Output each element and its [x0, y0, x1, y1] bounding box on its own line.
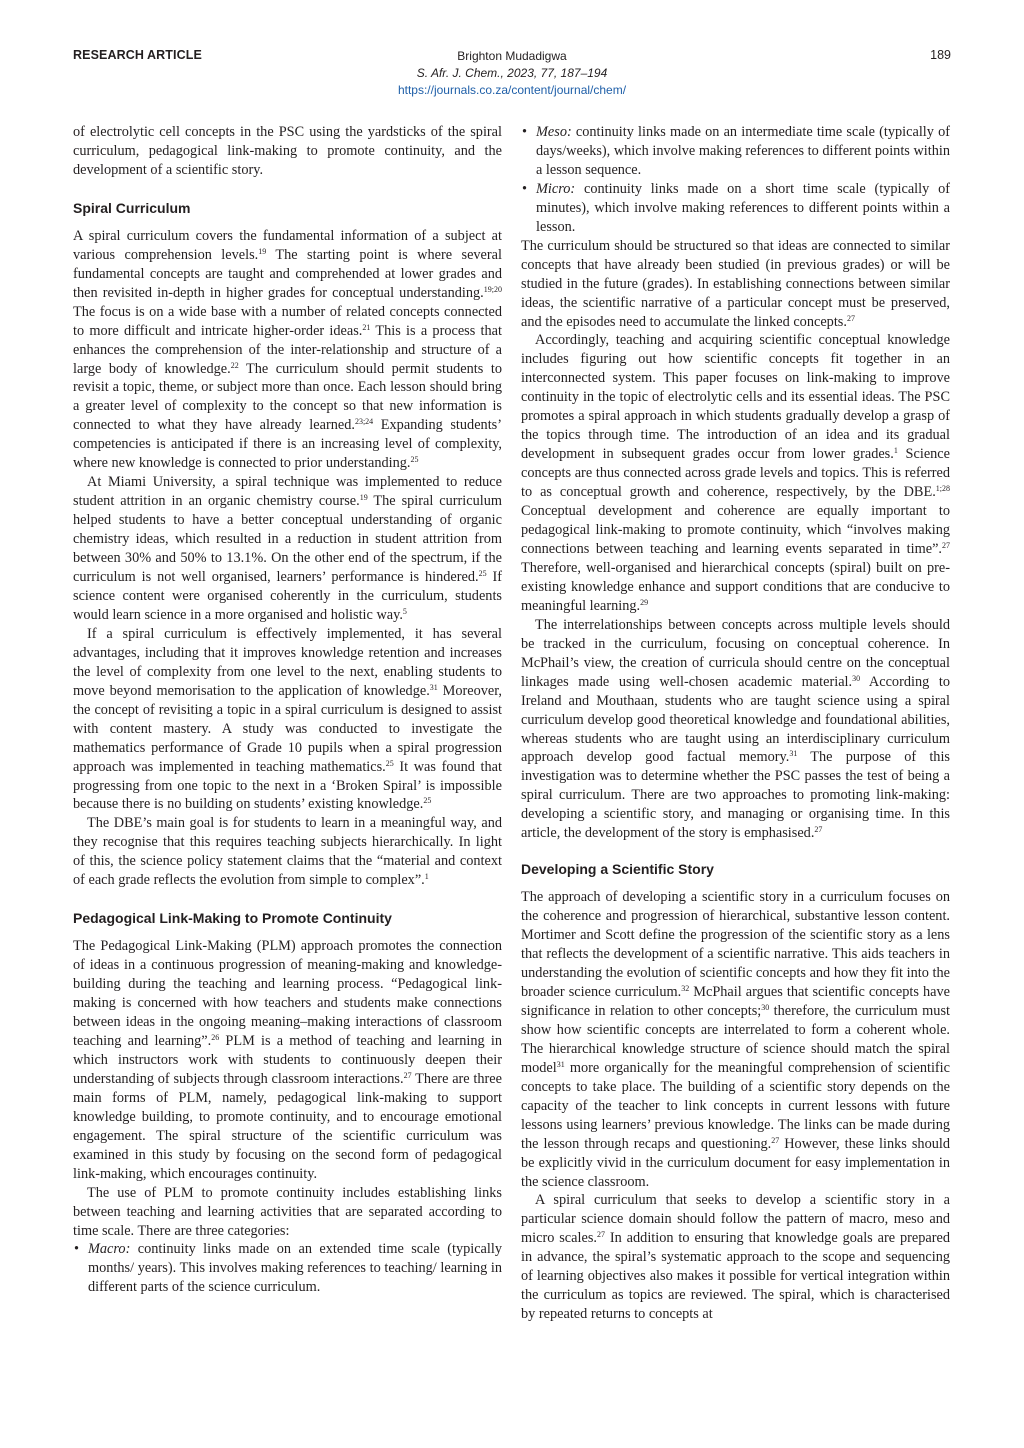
section-heading-pedagogical-link-making: Pedagogical Link-Making to Promote Continuity [73, 910, 392, 927]
paragraph: The approach of developing a scientific story in a curriculum focuses on the coherence and progression of hierarchical, substantive lesson content. Mortimer and Scott define the progression of the scientific story as a lens that reflects the development of a scientific narrative. This aids teachers in understanding the evolution of scientific concepts and how they fit into the broader science curriculum.$^{32}$ McPhail argues that scientific concepts have significance in relation to other concepts;$^{30}$ therefore, the curriculum must show how scientific concepts are interrelated to form a coherent whole. The hierarchical knowledge structure of science should match the spiral model$^{31}$ more organically for the meaningful comprehension of scientific concepts to take place. The building of a scientific story depends on the capacity of the teacher to link concepts in current lessons with future lessons using learners’ previous knowledge. The links can be made during the lesson through recaps and questioning.$^{27}$ However, these links should be explicitly vivid in the curriculum document for easy implementation in the science classroom. [521, 889, 951, 1190]
continuity-categories-list-continued [521, 123, 950, 237]
citation-ref[interactable]: 30 [761, 1002, 770, 1012]
article-type-label: RESEARCH ARTICLE [73, 48, 202, 62]
citation-ref[interactable]: 27 [596, 1230, 605, 1240]
paragraph: At Miami University, a spiral technique was implemented to reduce student attrition in an organic chemistry course.$^{19}$ The spiral curriculum helped students to have a better conceptual understanding of organic chemistry ideas, which resulted in a reduction in student attrition from between 30% and 50% to 13.1%. On the other end of the spectrum, if the curriculum is not well organised, learners’ performance is hindered.$^{25}$ If science content were organised coherently in the curriculum, students would learn science in a more organised and holistic way.$^5$ [73, 474, 503, 623]
citation-ref[interactable]: 22 [230, 360, 239, 370]
journal-url-link[interactable]: https://journals.co.za/content/journal/chem/ [397, 83, 627, 97]
citation-ref[interactable]: 1;28 [935, 484, 950, 494]
running-header [73, 46, 951, 100]
citation-ref[interactable]: 27 [814, 825, 823, 835]
citation-ref[interactable]: 29 [640, 597, 649, 607]
citation-ref[interactable]: 19 [258, 246, 267, 256]
paragraph: If a spiral curriculum is effectively implemented, it has several advantages, including that it improves knowledge retention and increases the level of complexity from one level to the next, enabling students to move beyond memorisation to the application of knowledge.$^{31}$ Moreover, the concept of revisiting a topic in a spiral curriculum is designed to assist with content mastery. A study was conducted to investigate the mathematics performance of Grade 10 pupils when a spiral progression approach was implemented in teaching mathematics.$^{25}$ It was found that progressing from one topic to the next in a ‘Broken Spiral’ is impossible because there is no building on students’ existing knowledge.$^{25}$ [73, 625, 502, 813]
citation-ref[interactable]: 19 [359, 493, 368, 503]
citation-ref[interactable]: 31 [429, 682, 438, 692]
list-item-meso: • Meso: continuity links made on an intermediate time scale (typically of days/weeks), which involve making references to different points within a lesson sequence. [521, 123, 950, 180]
journal-citation: S. Afr. J. Chem., 2023, 77, 187–194 [416, 66, 608, 80]
section-heading-scientific-story: Developing a Scientific Story [521, 861, 714, 878]
citation-ref[interactable]: 30 [852, 673, 861, 683]
citation-ref[interactable]: 5 [402, 606, 407, 616]
paragraph: The Pedagogical Link-Making (PLM) approach promotes the connection of ideas in a continuous progression of meaning-making and knowledge-building during the teaching and learning process. “Pedagogical link-making is concerned with how teachers and students make connections between ideas in the ongoing meaning–making interactions of classroom teaching and learning”.$^{26}$ PLM is a method of teaching and learning in which instructors work with students to continuously deepen their understanding of subjects through classroom interactions.$^{27}$ There are three main forms of PLM, namely, pedagogical link-making to support knowledge building, to promote continuity, and to encourage emotional engagement. The spiral structure of the scientific curriculum was examined in this study by focusing on the second form of pedagogical link-making, which encourages continuity. [73, 938, 502, 1182]
section-heading-spiral-curriculum: Spiral Curriculum [73, 199, 191, 216]
author-name: Brighton Mudadigwa [457, 49, 567, 63]
citation-block [73, 48, 951, 99]
paragraph: The use of PLM to promote continuity includes establishing links between teaching and learning activities that are separated according to time scale. There are three categories: [73, 1184, 502, 1239]
citation-ref[interactable]: 21 [362, 322, 371, 332]
paragraph-continued: of electrolytic cell concepts in the PSC using the yardsticks of the spiral curriculum, pedagogical link-making to promote continuity, and the development of a scientific story. [73, 124, 502, 178]
paragraph: A spiral curriculum that seeks to develop a scientific story in a particular science domain should follow the pattern of macro, meso and micro scales.$^{27}$ In addition to ensuring that knowledge goals are prepared in advance, the spiral’s systematic approach to the scope and sequencing of learning objectives also makes it possible for vertical integration within the curriculum as topics are reviewed. The spiral, which is characterised by repeated returns to concepts at [521, 1192, 951, 1323]
paragraph: The interrelationships between concepts across multiple levels should be tracked in the curriculum, focusing on conceptual coherence. In McPhail’s view, the creation of curricula should centre on the conceptual linkages made using well-chosen academic material.$^{30}$ According to Ireland and Mouthaan, students who are taught science using a spiral curriculum develop good theoretical knowledge and foundational abilities, whereas students who are taught using an interdisciplinary curriculum approach develop good factual memory.$^{31}$ The purpose of this investigation was to determine whether the PSC passes the test of being a spiral curriculum. There are two approaches to promoting link-making: developing a scientific story, and managing or organising time. In this article, the development of the story is emphasised.$^{27}$ [521, 616, 950, 842]
citation-ref[interactable]: 27 [771, 1135, 780, 1145]
left-column [73, 123, 502, 1297]
paragraph: The curriculum should be structured so that ideas are connected to similar concepts that have already been studied (in previous grades) or will be studied in the future (grades). In establishing connections between similar ideas, the scientific narrative of a particular concept must be preserved, and the episodes need to accumulate the linked concepts.$^{27}$ [521, 237, 950, 330]
citation-ref[interactable]: 25 [423, 796, 432, 806]
right-column [521, 123, 950, 1324]
citation-ref[interactable]: 27 [403, 1070, 412, 1080]
citation-ref[interactable]: 1 [424, 872, 429, 882]
citation-ref[interactable]: 19;20 [483, 284, 502, 294]
citation-ref[interactable]: 25 [385, 758, 394, 768]
list-item-macro: • Macro: continuity links made on an extended time scale (typically months/ years). This involves making references to teaching/ learning in different parts of the science curriculum. [73, 1240, 502, 1297]
list-item-micro: • Micro: continuity links made on a short time scale (typically of minutes), which involve making references to different points within a lesson. [521, 180, 950, 237]
citation-ref[interactable]: 1 [893, 446, 898, 456]
citation-ref[interactable]: 27 [846, 313, 855, 323]
paragraph: Accordingly, teaching and acquiring scientific conceptual knowledge includes figuring out how scientific concepts fit together in an interconnected system. This paper focuses on link-making to improve continuity in the topic of electrolytic cells and its essential ideas. The PSC promotes a spiral approach in which students gradually develop a grasp of the topics through time. The introduction of an idea and its gradual development in subsequent grades occur from lower grades.$^1$ Science concepts are thus connected across grade levels and topics. This is referred to as conceptual growth and coherence, respectively, by the DBE.$^{1;28}$ Conceptual development and coherence are equally important to pedagogical link-making to promote continuity, which “involves making connections between teaching and learning events separated in time”.$^{27}$ Therefore, well-organised and hierarchical concepts (spiral) built on pre-existing knowledge enhance and support conditions that are conducive to meaningful learning.$^{29}$ [521, 332, 951, 614]
paragraph: A spiral curriculum covers the fundamental information of a subject at various comprehension levels.$^{19}$ The starting point is where several fundamental concepts are taught and comprehended at lower grades and then revisited in-depth in higher grades for conceptual understanding.$^{19;20}$ The focus is on a wide base with a number of related concepts connected to more difficult and intricate higher-order ideas.$^{21}$ This is a process that enhances the comprehension of the inter-relationship and structure of a large body of knowledge.$^{22}$ The curriculum should permit students to revisit a topic, theme, or subject more than once. Each lesson should bring a greater level of complexity to the concept so that new information is connected to what they have already learned.$^{23;24}$ Expanding students’ competencies is anticipated if there is an increasing level of complexity, where new knowledge is connected to prior understanding.$^{25}$ [73, 227, 502, 472]
citation-ref[interactable]: 32 [681, 983, 690, 993]
paragraph: The DBE’s main goal is for students to learn in a meaningful way, and they recognise that this requires teaching subjects hierarchically. In light of this, the science policy statement claims that the “material and context of each grade reflects the evolution from simple to complex”.$^1$ [73, 815, 502, 889]
citation-ref[interactable]: 31 [789, 749, 798, 759]
citation-ref[interactable]: 25 [410, 455, 419, 465]
page-number: 189 [930, 48, 951, 62]
citation-ref[interactable]: 31 [556, 1059, 565, 1069]
citation-ref[interactable]: 26 [211, 1032, 220, 1042]
citation-ref[interactable]: 25 [478, 569, 487, 579]
continuity-categories-list [73, 1240, 502, 1297]
citation-ref[interactable]: 27 [942, 540, 950, 550]
citation-ref[interactable]: 23;24 [354, 417, 374, 427]
